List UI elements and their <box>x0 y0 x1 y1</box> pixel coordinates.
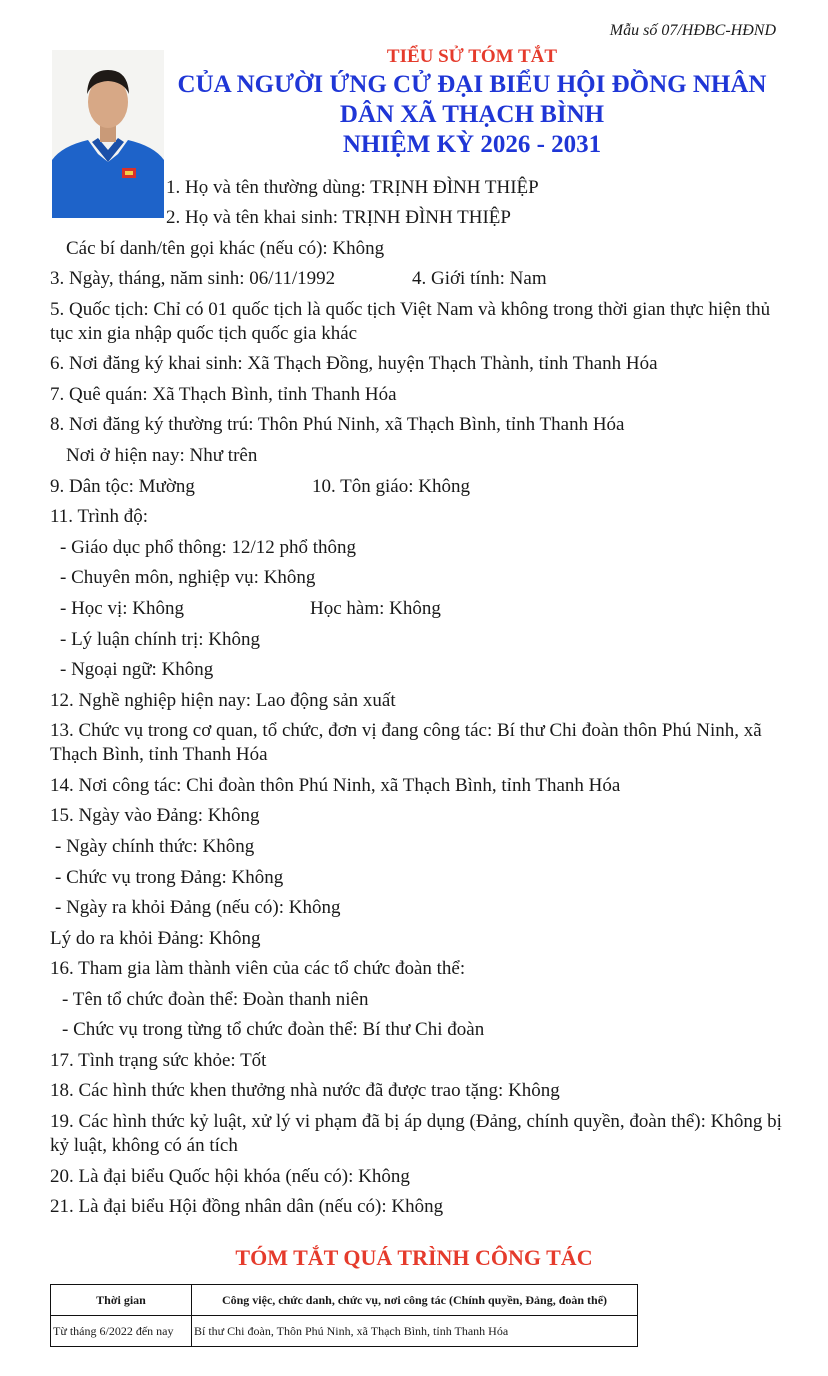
table-header-row <box>51 1285 638 1316</box>
field-party-position: - Chức vụ trong Đảng: Không <box>55 867 284 888</box>
field-organizations: 16. Tham gia làm thành viên của các tổ chức đoàn thể: <box>50 958 466 979</box>
field-position: 13. Chức vụ trong cơ quan, tổ chức, đơn vị đang công tác: Bí thư Chi đoàn thôn Phú Ninh, xã Thạch Bình, tỉnh Thanh Hóa <box>50 720 762 765</box>
field-party-official-date: - Ngày chính thức: Không <box>55 836 255 857</box>
field-profession: - Chuyên môn, nghiệp vụ: Không <box>60 567 316 588</box>
field-degree: - Học vị: Không <box>60 598 185 619</box>
column-header-job: Công việc, chức danh, chức vụ, nơi công tác (Chính quyền, Đảng, đoàn thể) <box>192 1285 638 1316</box>
field-party-leave-reason: Lý do ra khỏi Đảng: Không <box>50 928 261 949</box>
field-dob-row <box>50 267 650 291</box>
field-religion: 10. Tôn giáo: Không <box>312 476 470 497</box>
field-national-assembly: 20. Là đại biểu Quốc hội khóa (nếu có): Không <box>50 1166 410 1187</box>
field-discipline: 19. Các hình thức kỷ luật, xử lý vi phạm đã bị áp dụng (Đảng, chính quyền, đoàn thể): Không bị kỷ luật, không có án tích <box>50 1111 782 1156</box>
field-birth-name: 2. Họ và tên khai sinh: TRỊNH ĐÌNH THIỆP <box>166 207 511 228</box>
doc-title-line1: TIỂU SỬ TÓM TẮT <box>386 46 558 67</box>
doc-title-line4: NHIỆM KỲ 2026 - 2031 <box>342 131 602 158</box>
field-awards: 18. Các hình thức khen thưởng nhà nước đã được trao tặng: Không <box>50 1080 560 1101</box>
field-organization-name: - Tên tổ chức đoàn thể: Đoàn thanh niên <box>62 989 369 1010</box>
work-history-table <box>50 1284 638 1347</box>
field-peoples-council: 21. Là đại biểu Hội đồng nhân dân (nếu có): Không <box>50 1196 444 1217</box>
field-common-name: 1. Họ và tên thường dùng: TRỊNH ĐÌNH THIỆP <box>166 177 539 198</box>
field-workplace: 14. Nơi công tác: Chi đoàn thôn Phú Ninh, xã Thạch Bình, tỉnh Thanh Hóa <box>50 775 621 796</box>
field-current-address: Nơi ở hiện nay: Như trên <box>66 445 258 466</box>
doc-title-main <box>0 70 828 160</box>
field-party-join-date: 15. Ngày vào Đảng: Không <box>50 805 260 826</box>
doc-title-line2: CỦA NGƯỜI ỨNG CỬ ĐẠI BIỂU HỘI ĐỒNG NHÂN <box>177 71 767 98</box>
field-organization-position: - Chức vụ trong từng tổ chức đoàn thể: Bí thư Chi đoàn <box>62 1019 485 1040</box>
work-history-title: TÓM TẮT QUÁ TRÌNH CÔNG TÁC <box>235 1245 593 1270</box>
column-header-time: Thời gian <box>51 1285 192 1316</box>
field-health: 17. Tình trạng sức khỏe: Tốt <box>50 1050 267 1071</box>
field-alias: Các bí danh/tên gọi khác (nếu có): Không <box>66 238 385 259</box>
field-education-heading: 11. Trình độ: <box>50 506 149 527</box>
field-birth-place: 6. Nơi đăng ký khai sinh: Xã Thạch Đồng, huyện Thạch Thành, tỉnh Thanh Hóa <box>50 353 658 374</box>
field-general-education: - Giáo dục phổ thông: 12/12 phổ thông <box>60 537 357 558</box>
form-number: Mẫu số 07/HĐBC-HĐND <box>609 22 776 39</box>
doc-title-line3: DÂN XÃ THẠCH BÌNH <box>339 101 605 128</box>
field-degree-row <box>60 597 660 621</box>
field-ethnicity-row <box>50 475 650 499</box>
cell-job: Bí thư Chi đoàn, Thôn Phú Ninh, xã Thạch Bình, tỉnh Thanh Hóa <box>192 1316 638 1347</box>
field-political-theory: - Lý luận chính trị: Không <box>60 629 260 650</box>
field-foreign-language: - Ngoại ngữ: Không <box>60 659 214 680</box>
field-residence: 8. Nơi đăng ký thường trú: Thôn Phú Ninh, xã Thạch Bình, tỉnh Thanh Hóa <box>50 414 625 435</box>
field-academic-rank: Học hàm: Không <box>310 598 441 619</box>
field-ethnicity: 9. Dân tộc: Mường <box>50 476 195 497</box>
field-dob: 3. Ngày, tháng, năm sinh: 06/11/1992 <box>50 268 336 289</box>
field-nationality: 5. Quốc tịch: Chỉ có 01 quốc tịch là quốc tịch Việt Nam và không trong thời gian thực hiện thủ tục xin gia nhập quốc tịch quốc gia khác <box>50 299 771 344</box>
cell-time: Từ tháng 6/2022 đến nay <box>51 1316 192 1347</box>
table-row <box>51 1316 638 1347</box>
field-occupation: 12. Nghề nghiệp hiện nay: Lao động sản xuất <box>50 690 396 711</box>
field-hometown: 7. Quê quán: Xã Thạch Bình, tỉnh Thanh Hóa <box>50 384 397 405</box>
field-gender: 4. Giới tính: Nam <box>412 268 547 289</box>
field-party-leave-date: - Ngày ra khỏi Đảng (nếu có): Không <box>55 897 341 918</box>
